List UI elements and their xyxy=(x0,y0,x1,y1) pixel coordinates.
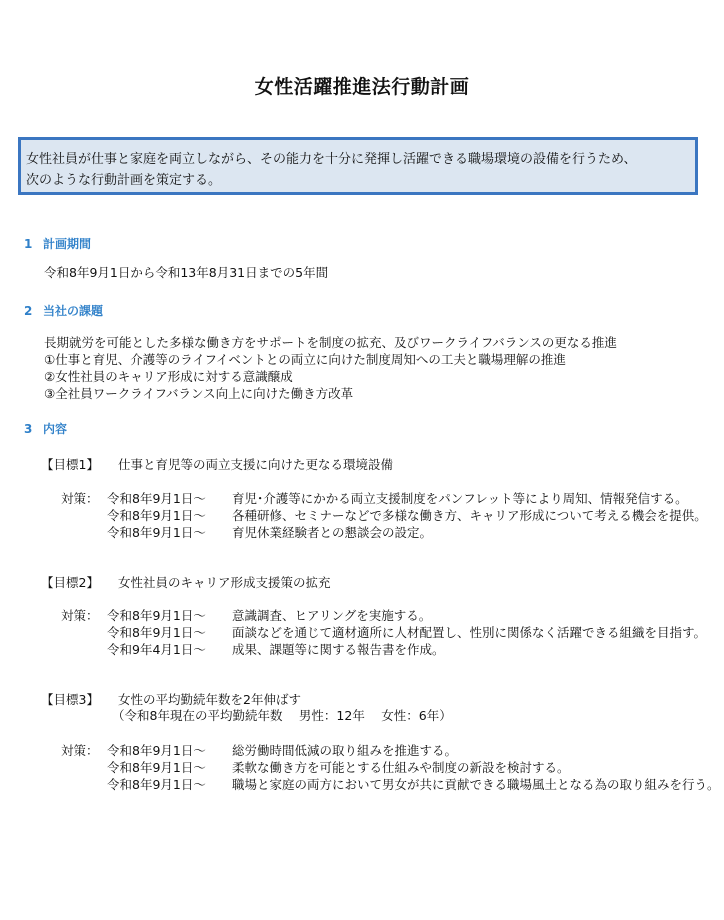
measure-text: 育児休業経験者との懇談会の設定。 xyxy=(232,525,433,540)
measure-date: 令和8年9月1日～ xyxy=(107,760,206,775)
issue-line: 長期就労を可能とした多様な働き方をサポートを制度の拡充、及びワークライフバランスの更なる推進 xyxy=(44,335,617,350)
goal-subtext: （令和8年現在の平均勤続年数 男性：12年 女性：6年） xyxy=(112,708,452,723)
measure-date: 令和8年9月1日～ xyxy=(107,608,206,623)
measure-date: 令和8年9月1日～ xyxy=(107,508,206,523)
goal-text: 仕事と育児等の両立支援に向けた更なる環境設備 xyxy=(118,457,394,472)
measure-text: 各種研修、セミナーなどで多様な働き方、キャリア形成について考える機会を提供。 xyxy=(232,508,707,523)
section-heading-issues xyxy=(24,302,103,319)
measure-date: 令和8年9月1日～ xyxy=(107,625,206,640)
section-title: 内容 xyxy=(43,422,68,436)
page-title: 女性活躍推進法行動計画 xyxy=(254,76,470,98)
intro-line: 次のような行動計画を策定する。 xyxy=(26,173,222,188)
section-number: 3 xyxy=(24,422,33,436)
measure-date: 令和9年4月1日～ xyxy=(107,642,206,657)
issue-line: ②女性社員のキャリア形成に対する意識醸成 xyxy=(44,369,293,384)
measure-date: 令和8年9月1日～ xyxy=(107,525,206,540)
measures-label: 対策： xyxy=(61,743,99,758)
intro-box xyxy=(18,137,698,195)
period-text: 令和8年9月1日から令和13年8月31日までの5年間 xyxy=(44,265,329,280)
measure-date: 令和8年9月1日～ xyxy=(107,777,206,792)
section-number: 1 xyxy=(24,237,33,251)
measures-label: 対策： xyxy=(61,491,99,506)
measure-text: 柔軟な働き方を可能とする仕組みや制度の新設を検討する。 xyxy=(232,760,570,775)
issue-line: ③全社員ワークライフバランス向上に向けた働き方改革 xyxy=(44,386,354,401)
measure-text: 職場と家庭の両方において男女が共に貢献できる職場風土となる為の取り組みを行う。 xyxy=(232,777,720,792)
goal-label: 【目標1】 xyxy=(41,457,99,472)
goal-label: 【目標2】 xyxy=(41,575,99,590)
measure-text: 成果、課題等に関する報告書を作成。 xyxy=(232,642,445,657)
goal-text: 女性の平均勤続年数を2年伸ばす xyxy=(118,692,301,707)
issue-line: ①仕事と育児、介護等のライフイベントとの両立に向けた制度周知への工夫と職場理解の推進 xyxy=(44,352,566,367)
section-heading-period xyxy=(24,235,91,252)
measures-label: 対策： xyxy=(61,608,99,623)
measure-text: 面談などを通じて適材適所に人材配置し、性別に関係なく活躍できる組織を目指す。 xyxy=(232,625,707,640)
section-title: 当社の課題 xyxy=(43,304,104,318)
measure-date: 令和8年9月1日～ xyxy=(107,491,206,506)
intro-line: 女性社員が仕事と家庭を両立しながら、その能力を十分に発揮し活躍できる職場環境の設備を行うため、 xyxy=(26,152,637,167)
measure-text: 育児･介護等にかかる両立支援制度をパンフレット等により周知、情報発信する。 xyxy=(232,491,688,506)
goal-text: 女性社員のキャリア形成支援策の拡充 xyxy=(118,575,331,590)
measure-text: 意識調査、ヒアリングを実施する。 xyxy=(232,608,432,623)
goal-label: 【目標3】 xyxy=(41,692,99,707)
measure-date: 令和8年9月1日～ xyxy=(107,743,206,758)
section-heading-content xyxy=(24,420,67,437)
section-title: 計画期間 xyxy=(43,237,92,251)
measure-text: 総労働時間低減の取り組みを推進する。 xyxy=(232,743,458,758)
section-number: 2 xyxy=(24,304,33,318)
